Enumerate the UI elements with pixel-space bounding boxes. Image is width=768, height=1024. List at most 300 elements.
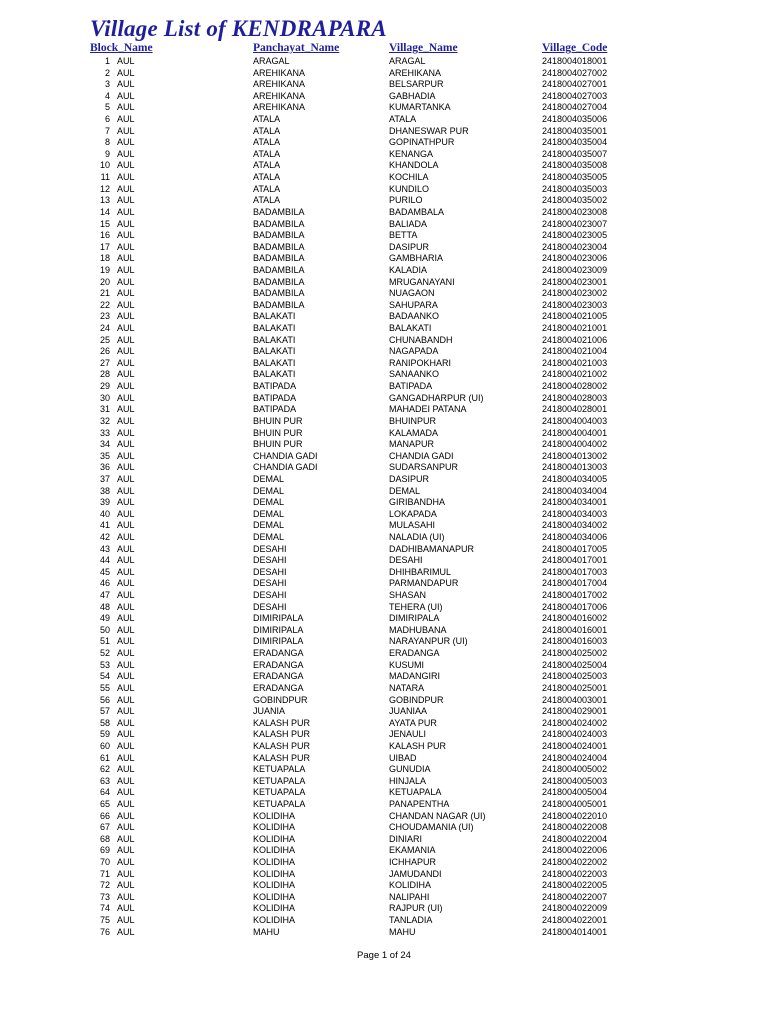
- block-name-cell: AUL: [117, 230, 135, 241]
- table-row: [0, 822, 768, 834]
- panchayat-name-cell: ERADANGA: [253, 671, 304, 682]
- block-name-cell: AUL: [117, 706, 135, 717]
- village-code-cell: 2418004017005: [542, 543, 608, 554]
- table-row: [0, 532, 768, 544]
- block-name-cell: AUL: [117, 833, 135, 844]
- serial-number-cell: 5: [104, 102, 110, 113]
- village-code-cell: 2418004025004: [542, 659, 608, 670]
- serial-number-cell: 50: [99, 624, 110, 635]
- table-row: [0, 625, 768, 637]
- serial-number-cell: 62: [99, 764, 110, 775]
- village-code-cell: 2418004016003: [542, 636, 608, 647]
- block-name-cell: AUL: [117, 543, 135, 554]
- serial-number-cell: 15: [99, 218, 110, 229]
- block-name-cell: AUL: [117, 137, 135, 148]
- panchayat-name-cell: ATALA: [253, 148, 281, 159]
- village-code-cell: 2418004023002: [542, 288, 608, 299]
- block-name-cell: AUL: [117, 183, 135, 194]
- table-row: [0, 845, 768, 857]
- panchayat-name-cell: DEMAL: [253, 520, 285, 531]
- block-name-cell: AUL: [117, 601, 135, 612]
- block-name-cell: AUL: [117, 473, 135, 484]
- village-code-cell: 2418004005002: [542, 764, 608, 775]
- village-name-cell: PANAPENTHA: [389, 799, 450, 809]
- village-code-cell: 2418004022002: [542, 857, 608, 868]
- panchayat-name-cell: BADAMBILA: [253, 276, 305, 287]
- block-name-cell: AUL: [117, 125, 135, 136]
- village-code-cell: 2418004029001: [542, 706, 608, 717]
- village-code-cell: 2418004035006: [542, 114, 608, 125]
- serial-number-cell: 48: [99, 601, 110, 612]
- block-name-cell: AUL: [117, 613, 135, 624]
- serial-number-cell: 76: [99, 926, 110, 937]
- serial-number-cell: 6: [104, 114, 110, 125]
- village-name-cell: GOPINATHPUR: [389, 137, 455, 148]
- serial-number-cell: 2: [104, 67, 110, 78]
- serial-number-cell: 35: [99, 450, 110, 461]
- block-name-cell: AUL: [117, 729, 135, 740]
- column-header-block-name: Block_Name: [90, 42, 153, 54]
- village-code-cell: 2418004021001: [542, 323, 608, 334]
- serial-number-cell: 7: [104, 125, 110, 136]
- block-name-cell: AUL: [117, 799, 135, 809]
- serial-number-cell: 4: [104, 90, 110, 101]
- serial-number-cell: 41: [99, 520, 110, 531]
- village-code-cell: 2418004025003: [542, 671, 608, 682]
- table-row: [0, 927, 768, 939]
- panchayat-name-cell: DESAHI: [253, 590, 287, 601]
- village-code-cell: 2418004027002: [542, 67, 608, 78]
- village-name-cell: MAHADEI PATANA: [389, 404, 467, 415]
- block-name-cell: AUL: [117, 508, 135, 519]
- block-name-cell: AUL: [117, 160, 135, 171]
- table-row: [0, 671, 768, 683]
- block-name-cell: AUL: [117, 102, 135, 113]
- block-name-cell: AUL: [117, 636, 135, 647]
- block-name-cell: AUL: [117, 775, 135, 786]
- village-name-cell: HINJALA: [389, 775, 427, 786]
- village-name-cell: GOBINDPUR: [389, 694, 444, 705]
- village-name-cell: BADAMBALA: [389, 206, 445, 217]
- village-name-cell: GUNUDIA: [389, 764, 431, 775]
- block-name-cell: AUL: [117, 148, 135, 159]
- block-name-cell: AUL: [117, 903, 135, 914]
- block-name-cell: AUL: [117, 439, 135, 450]
- panchayat-name-cell: BADAMBILA: [253, 218, 305, 229]
- panchayat-name-cell: ATALA: [253, 195, 281, 206]
- block-name-cell: AUL: [117, 520, 135, 531]
- table-row: [0, 903, 768, 915]
- block-name-cell: AUL: [117, 891, 135, 902]
- serial-number-cell: 49: [99, 613, 110, 624]
- column-header-village-code: Village_Code: [542, 42, 608, 54]
- serial-number-cell: 31: [99, 404, 110, 415]
- table-row: [0, 462, 768, 474]
- serial-number-cell: 28: [99, 369, 110, 380]
- panchayat-name-cell: KOLIDIHA: [253, 880, 296, 891]
- serial-number-cell: 69: [99, 845, 110, 856]
- table-row: [0, 892, 768, 904]
- table-row: [0, 126, 768, 138]
- table-row: [0, 729, 768, 741]
- village-name-cell: KUSUMI: [389, 659, 425, 670]
- page-footer: Page 1 of 24: [357, 950, 411, 961]
- panchayat-name-cell: ATALA: [253, 114, 281, 125]
- serial-number-cell: 51: [99, 636, 110, 647]
- serial-number-cell: 29: [99, 381, 110, 392]
- table-row: [0, 184, 768, 196]
- village-code-cell: 2418004035005: [542, 172, 608, 183]
- panchayat-name-cell: BATIPADA: [253, 381, 297, 392]
- panchayat-name-cell: DESAHI: [253, 555, 287, 566]
- village-code-cell: 2418004023001: [542, 276, 608, 287]
- serial-number-cell: 65: [99, 799, 110, 809]
- table-row: [0, 613, 768, 625]
- serial-number-cell: 57: [99, 706, 110, 717]
- village-code-cell: 2418004021003: [542, 357, 608, 368]
- table-row: [0, 230, 768, 242]
- village-code-cell: 2418004035004: [542, 137, 608, 148]
- village-name-cell: CHANDAN NAGAR (UI): [389, 810, 486, 821]
- block-name-cell: AUL: [117, 810, 135, 821]
- village-name-cell: MRUGANAYANI: [389, 276, 455, 287]
- village-code-cell: 2418004017006: [542, 601, 608, 612]
- village-code-cell: 2418004034001: [542, 497, 608, 508]
- table-row: [0, 578, 768, 590]
- block-name-cell: AUL: [117, 276, 135, 287]
- village-code-cell: 2418004024003: [542, 729, 608, 740]
- village-name-cell: EKAMANIA: [389, 845, 436, 856]
- panchayat-name-cell: DESAHI: [253, 578, 287, 589]
- table-row: [0, 346, 768, 358]
- panchayat-name-cell: KOLIDIHA: [253, 903, 296, 914]
- village-code-cell: 2418004035007: [542, 148, 608, 159]
- block-name-cell: AUL: [117, 462, 135, 473]
- village-name-cell: RAJPUR (UI): [389, 903, 443, 914]
- table-row: [0, 323, 768, 335]
- table-row: [0, 497, 768, 509]
- table-row: [0, 486, 768, 498]
- panchayat-name-cell: BADAMBILA: [253, 264, 305, 275]
- village-code-cell: 2418004024001: [542, 740, 608, 751]
- village-name-cell: DHIHBARIMUL: [389, 566, 452, 577]
- column-header-panchayat-name: Panchayat_Name: [253, 42, 340, 54]
- village-code-cell: 2418004004002: [542, 439, 608, 450]
- serial-number-cell: 71: [99, 868, 110, 879]
- serial-number-cell: 70: [99, 857, 110, 868]
- block-name-cell: AUL: [117, 241, 135, 252]
- serial-number-cell: 8: [104, 137, 110, 148]
- panchayat-name-cell: AREHIKANA: [253, 79, 306, 90]
- table-row: [0, 79, 768, 91]
- table-row: [0, 915, 768, 927]
- serial-number-cell: 33: [99, 427, 110, 438]
- block-name-cell: AUL: [117, 694, 135, 705]
- panchayat-name-cell: BADAMBILA: [253, 288, 305, 299]
- serial-number-cell: 17: [99, 241, 110, 252]
- village-name-cell: DASIPUR: [389, 241, 430, 252]
- village-name-cell: JAMUDANDI: [389, 868, 442, 879]
- village-code-cell: 2418004022009: [542, 903, 608, 914]
- village-code-cell: 2418004021005: [542, 311, 608, 322]
- panchayat-name-cell: ATALA: [253, 160, 281, 171]
- table-row: [0, 869, 768, 881]
- village-table: [0, 56, 768, 938]
- block-name-cell: AUL: [117, 311, 135, 322]
- village-code-cell: 2418004034004: [542, 485, 608, 496]
- table-row: [0, 428, 768, 440]
- village-code-cell: 2418004023008: [542, 206, 608, 217]
- serial-number-cell: 16: [99, 230, 110, 241]
- table-row: [0, 811, 768, 823]
- block-name-cell: AUL: [117, 415, 135, 426]
- table-row: [0, 68, 768, 80]
- village-name-cell: MANAPUR: [389, 439, 435, 450]
- page-title: Village List of KENDRAPARA: [90, 16, 387, 41]
- village-name-cell: CHANDIA GADI: [389, 450, 454, 461]
- village-code-cell: 2418004034003: [542, 508, 608, 519]
- table-row: [0, 288, 768, 300]
- block-name-cell: AUL: [117, 253, 135, 264]
- table-row: [0, 137, 768, 149]
- table-row: [0, 219, 768, 231]
- village-name-cell: BADAANKO: [389, 311, 440, 322]
- serial-number-cell: 40: [99, 508, 110, 519]
- panchayat-name-cell: KOLIDIHA: [253, 915, 296, 926]
- village-name-cell: ICHHAPUR: [389, 857, 437, 868]
- panchayat-name-cell: KETUAPALA: [253, 799, 306, 809]
- block-name-cell: AUL: [117, 752, 135, 763]
- village-code-cell: 2418004016002: [542, 613, 608, 624]
- block-name-cell: AUL: [117, 868, 135, 879]
- panchayat-name-cell: AREHIKANA: [253, 90, 306, 101]
- table-row: [0, 602, 768, 614]
- table-row: [0, 764, 768, 776]
- village-code-cell: 2418004035002: [542, 195, 608, 206]
- table-row: [0, 300, 768, 312]
- table-row: [0, 369, 768, 381]
- village-code-cell: 2418004034006: [542, 531, 608, 542]
- table-row: [0, 706, 768, 718]
- serial-number-cell: 39: [99, 497, 110, 508]
- panchayat-name-cell: ATALA: [253, 172, 281, 183]
- serial-number-cell: 22: [99, 299, 110, 310]
- panchayat-name-cell: KALASH PUR: [253, 717, 311, 728]
- table-row: [0, 114, 768, 126]
- block-name-cell: AUL: [117, 822, 135, 833]
- table-row: [0, 660, 768, 672]
- village-name-cell: BHUINPUR: [389, 415, 437, 426]
- table-row: [0, 253, 768, 265]
- serial-number-cell: 9: [104, 148, 110, 159]
- panchayat-name-cell: KOLIDIHA: [253, 845, 296, 856]
- village-code-cell: 2418004035001: [542, 125, 608, 136]
- panchayat-name-cell: AREHIKANA: [253, 67, 306, 78]
- block-name-cell: AUL: [117, 288, 135, 299]
- village-name-cell: DADHIBAMANAPUR: [389, 543, 475, 554]
- serial-number-cell: 3: [104, 79, 110, 90]
- serial-number-cell: 73: [99, 891, 110, 902]
- panchayat-name-cell: BADAMBILA: [253, 241, 305, 252]
- panchayat-name-cell: KOLIDIHA: [253, 810, 296, 821]
- serial-number-cell: 53: [99, 659, 110, 670]
- village-name-cell: PURILO: [389, 195, 423, 206]
- panchayat-name-cell: KOLIDIHA: [253, 868, 296, 879]
- serial-number-cell: 32: [99, 415, 110, 426]
- village-code-cell: 2418004023004: [542, 241, 608, 252]
- serial-number-cell: 52: [99, 648, 110, 659]
- village-name-cell: ERADANGA: [389, 648, 440, 659]
- village-name-cell: KALAMADA: [389, 427, 439, 438]
- block-name-cell: AUL: [117, 218, 135, 229]
- village-code-cell: 2418004023003: [542, 299, 608, 310]
- block-name-cell: AUL: [117, 671, 135, 682]
- column-header-village-name: Village_Name: [389, 42, 458, 54]
- panchayat-name-cell: ATALA: [253, 183, 281, 194]
- panchayat-name-cell: ERADANGA: [253, 682, 304, 693]
- village-name-cell: KOLIDIHA: [389, 880, 432, 891]
- village-code-cell: 2418004022008: [542, 822, 608, 833]
- block-name-cell: AUL: [117, 369, 135, 380]
- block-name-cell: AUL: [117, 566, 135, 577]
- serial-number-cell: 45: [99, 566, 110, 577]
- table-row: [0, 265, 768, 277]
- village-name-cell: CHOUDAMANIA (UI): [389, 822, 474, 833]
- panchayat-name-cell: AREHIKANA: [253, 102, 306, 113]
- village-code-cell: 2418004023006: [542, 253, 608, 264]
- serial-number-cell: 64: [99, 787, 110, 798]
- block-name-cell: AUL: [117, 381, 135, 392]
- panchayat-name-cell: KETUAPALA: [253, 775, 306, 786]
- village-code-cell: 2418004035008: [542, 160, 608, 171]
- table-row: [0, 195, 768, 207]
- village-code-cell: 2418004004003: [542, 415, 608, 426]
- village-name-cell: DASIPUR: [389, 473, 430, 484]
- table-row: [0, 753, 768, 765]
- village-code-cell: 2418004027004: [542, 102, 608, 113]
- village-code-cell: 2418004014001: [542, 926, 608, 937]
- panchayat-name-cell: DIMIRIPALA: [253, 624, 304, 635]
- village-name-cell: MULASAHI: [389, 520, 436, 531]
- block-name-cell: AUL: [117, 531, 135, 542]
- village-code-cell: 2418004017001: [542, 555, 608, 566]
- block-name-cell: AUL: [117, 717, 135, 728]
- block-name-cell: AUL: [117, 79, 135, 90]
- table-row: [0, 509, 768, 521]
- village-name-cell: KOCHILA: [389, 172, 429, 183]
- village-name-cell: KUMARTANKA: [389, 102, 451, 113]
- table-row: [0, 404, 768, 416]
- block-name-cell: AUL: [117, 172, 135, 183]
- block-name-cell: AUL: [117, 659, 135, 670]
- table-row: [0, 311, 768, 323]
- serial-number-cell: 20: [99, 276, 110, 287]
- block-name-cell: AUL: [117, 427, 135, 438]
- village-code-cell: 2418004022005: [542, 880, 608, 891]
- panchayat-name-cell: BHUIN PUR: [253, 427, 303, 438]
- village-code-cell: 2418004028003: [542, 392, 608, 403]
- panchayat-name-cell: BHUIN PUR: [253, 439, 303, 450]
- table-row: [0, 648, 768, 660]
- serial-number-cell: 30: [99, 392, 110, 403]
- village-name-cell: NUAGAON: [389, 288, 435, 299]
- panchayat-name-cell: ARAGAL: [253, 56, 290, 66]
- block-name-cell: AUL: [117, 206, 135, 217]
- block-name-cell: AUL: [117, 485, 135, 496]
- serial-number-cell: 10: [99, 160, 110, 171]
- village-name-cell: AREHIKANA: [389, 67, 442, 78]
- serial-number-cell: 66: [99, 810, 110, 821]
- village-code-cell: 2418004027001: [542, 79, 608, 90]
- village-name-cell: KENANGA: [389, 148, 434, 159]
- panchayat-name-cell: BALAKATI: [253, 323, 296, 334]
- block-name-cell: AUL: [117, 299, 135, 310]
- panchayat-name-cell: CHANDIA GADI: [253, 462, 318, 473]
- village-code-cell: 2418004022004: [542, 833, 608, 844]
- village-code-cell: 2418004021004: [542, 346, 608, 357]
- serial-number-cell: 67: [99, 822, 110, 833]
- village-code-cell: 2418004018001: [542, 56, 608, 66]
- serial-number-cell: 23: [99, 311, 110, 322]
- village-name-cell: KUNDILO: [389, 183, 430, 194]
- serial-number-cell: 24: [99, 323, 110, 334]
- village-name-cell: DEMAL: [389, 485, 421, 496]
- table-row: [0, 880, 768, 892]
- village-name-cell: KALADIA: [389, 264, 428, 275]
- village-code-cell: 2418004005001: [542, 799, 608, 809]
- panchayat-name-cell: ERADANGA: [253, 659, 304, 670]
- block-name-cell: AUL: [117, 497, 135, 508]
- village-name-cell: KETUAPALA: [389, 787, 442, 798]
- village-name-cell: TANLADIA: [389, 915, 433, 926]
- table-row: [0, 787, 768, 799]
- village-code-cell: 2418004025001: [542, 682, 608, 693]
- block-name-cell: AUL: [117, 90, 135, 101]
- serial-number-cell: 60: [99, 740, 110, 751]
- village-name-cell: SAHUPARA: [389, 299, 438, 310]
- panchayat-name-cell: DEMAL: [253, 497, 285, 508]
- village-code-cell: 2418004005004: [542, 787, 608, 798]
- village-name-cell: BALIADA: [389, 218, 428, 229]
- panchayat-name-cell: GOBINDPUR: [253, 694, 308, 705]
- serial-number-cell: 46: [99, 578, 110, 589]
- village-name-cell: PARMANDAPUR: [389, 578, 459, 589]
- village-name-cell: BATIPADA: [389, 381, 433, 392]
- village-name-cell: CHUNABANDH: [389, 334, 453, 345]
- village-code-cell: 2418004024002: [542, 717, 608, 728]
- table-row: [0, 160, 768, 172]
- village-name-cell: SANAANKO: [389, 369, 440, 380]
- serial-number-cell: 14: [99, 206, 110, 217]
- serial-number-cell: 18: [99, 253, 110, 264]
- serial-number-cell: 55: [99, 682, 110, 693]
- village-name-cell: NALADIA (UI): [389, 531, 445, 542]
- panchayat-name-cell: BADAMBILA: [253, 253, 305, 264]
- table-row: [0, 149, 768, 161]
- village-code-cell: 2418004028002: [542, 381, 608, 392]
- block-name-cell: AUL: [117, 857, 135, 868]
- village-name-cell: DIMIRIPALA: [389, 613, 440, 624]
- village-name-cell: NALIPAHI: [389, 891, 430, 902]
- village-code-cell: 2418004017004: [542, 578, 608, 589]
- village-code-cell: 2418004022006: [542, 845, 608, 856]
- village-name-cell: AYATA PUR: [389, 717, 437, 728]
- table-row: [0, 207, 768, 219]
- village-code-cell: 2418004021002: [542, 369, 608, 380]
- serial-number-cell: 1: [104, 56, 110, 66]
- serial-number-cell: 11: [100, 172, 110, 183]
- serial-number-cell: 72: [99, 880, 110, 891]
